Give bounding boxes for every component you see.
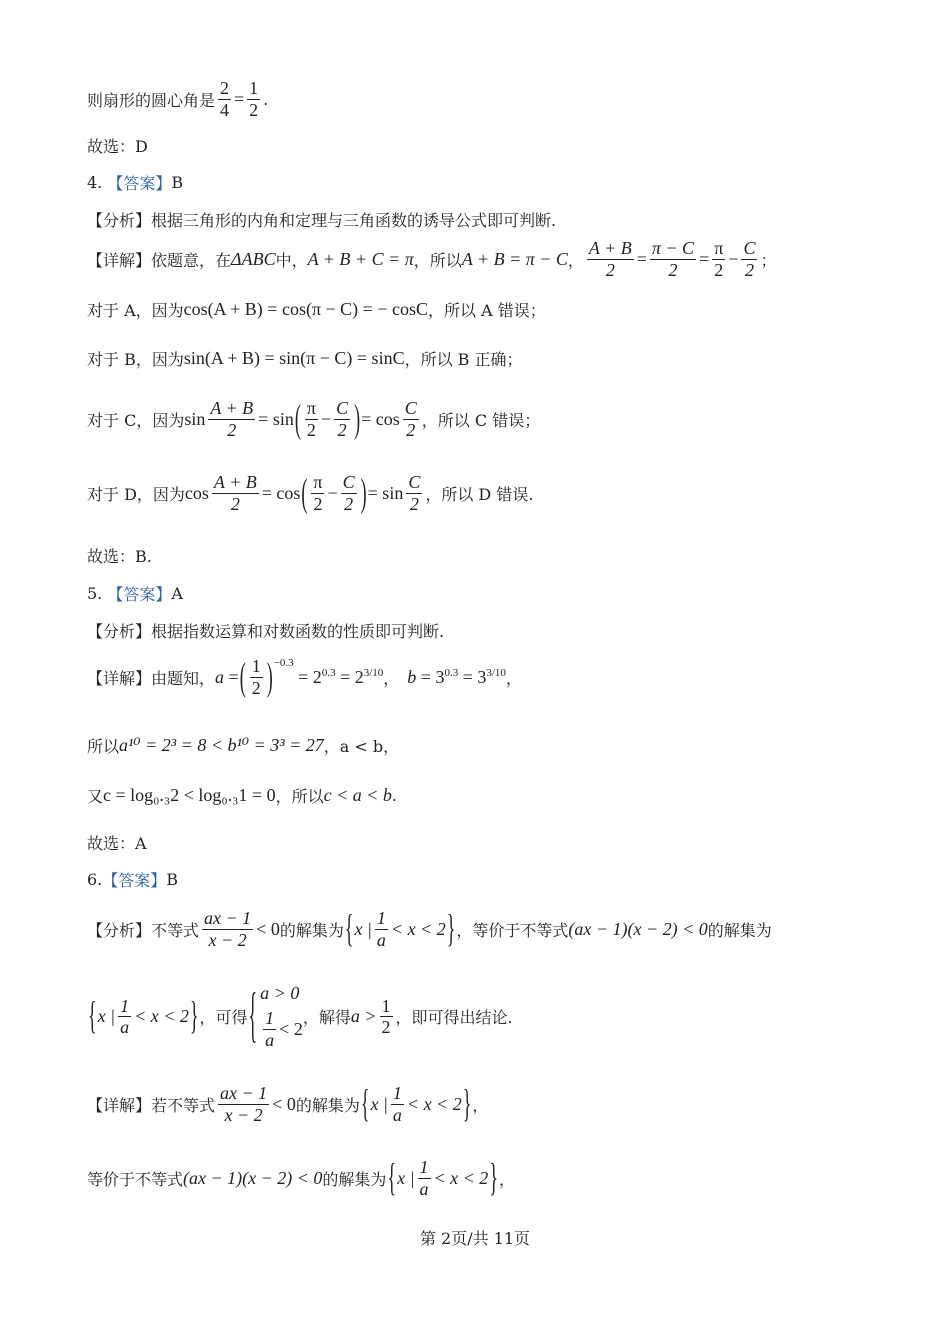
page-footer: 第 2页/共 11页 bbox=[419, 1229, 531, 1248]
line-choice-a: 故选：A bbox=[87, 834, 147, 853]
answer-4: 4. 【答案】 B bbox=[87, 173, 184, 193]
line-central-angle: 则扇形的圆心角是 $\frac{2}{4}$ = $\frac{1}{2}$ . bbox=[87, 78, 269, 120]
detail-4: 【详解】 依题意，在 ΔABC 中， A + B + C = π ，所以 A + B = π − C ， $\frac{A + B}{2}$ = $\frac{\pi - C}{2}$ = $\frac{\pi}{2}$ − $\frac{C}{2}$ ； bbox=[87, 238, 777, 280]
fraction: $\frac{A + B}{2}$ bbox=[588, 238, 632, 280]
analysis-6: 【分析】 不等式 $\frac{ax - 1}{x - 2}$ < 0 的解集为 { x | $\frac{1}{a}$ < x < 2 } ，等价于不等式 (ax − 1)(x − 2) < 0 的解集为 bbox=[87, 906, 772, 951]
fraction: $\frac{2}{4}$ bbox=[220, 78, 230, 120]
analysis-5: 【分析】 根据指数运算和对数函数的性质即可判断. bbox=[87, 622, 445, 641]
detail-6-cont: 等价于不等式 (ax − 1)(x − 2) < 0 的解集为 { x | $\frac{1}{a}$ < x < 2 } ， bbox=[87, 1155, 515, 1200]
compare-ab: 所以 a¹⁰ = 2³ = 8 < b¹⁰ = 3³ = 27 ，a < b， bbox=[87, 735, 400, 756]
fraction: $\frac{1}{2}$ bbox=[249, 78, 259, 120]
answer-5: 5. 【答案】 A bbox=[87, 584, 183, 604]
case-b: 对于 B，因为 sin(A + B) = sin(π − C) = sinC ，所以 B 正确； bbox=[87, 348, 523, 369]
analysis-4: 【分析】 根据三角形的内角和定理与三角函数的诱导公式即可判断. bbox=[87, 211, 557, 230]
answer-6: 6. 【答案】 B bbox=[87, 870, 179, 890]
fraction: $\frac{\pi - C}{2}$ bbox=[651, 238, 695, 280]
fraction: $\frac{C}{2}$ bbox=[743, 238, 756, 280]
line-choice-d: 故选：D bbox=[87, 137, 148, 156]
detail-5: 【详解】 由题知， a = ( $\frac{1}{2}$ ) $^{-0.3}$ = $2^{0.3} = 2^{3/10}$ ， $b = 3^{0.3} = 3^{3/10}$ ， bbox=[87, 654, 522, 699]
fraction: $\frac{\pi}{2}$ bbox=[714, 238, 724, 280]
analysis-6-cont: { x | $\frac{1}{a}$ < x < 2 } ，可得 { a > 0 $\frac{1}{a}$ < 2 ，解得 a > $\frac{1}{2}$ ，即可得出结论. bbox=[88, 980, 513, 1050]
compare-c: 又 c = log₀.₃2 < log₀.₃1 = 0 ，所以 c < a < b . bbox=[87, 785, 397, 806]
case-d: 对于 D，因为 cos $\frac{A + B}{2}$ = cos ( $\frac{\pi}{2}$ − $\frac{C}{2}$ ) = sin $\frac{C}{2}$ ，所以 D 错误. bbox=[87, 470, 534, 515]
line-choice-b: 故选：B. bbox=[87, 547, 152, 566]
case-a: 对于 A，因为 cos(A + B) = cos(π − C) = − cosC ，所以 A 错误； bbox=[87, 299, 546, 320]
case-c: 对于 C，因为 sin $\frac{A + B}{2}$ = sin ( $\frac{\pi}{2}$ − $\frac{C}{2}$ ) = cos $\frac{C}{2}$ ，所以 C 错误； bbox=[87, 396, 541, 441]
detail-6: 【详解】 若不等式 $\frac{ax - 1}{x - 2}$ < 0 的解集为 { x | $\frac{1}{a}$ < x < 2 } ， bbox=[87, 1081, 489, 1126]
